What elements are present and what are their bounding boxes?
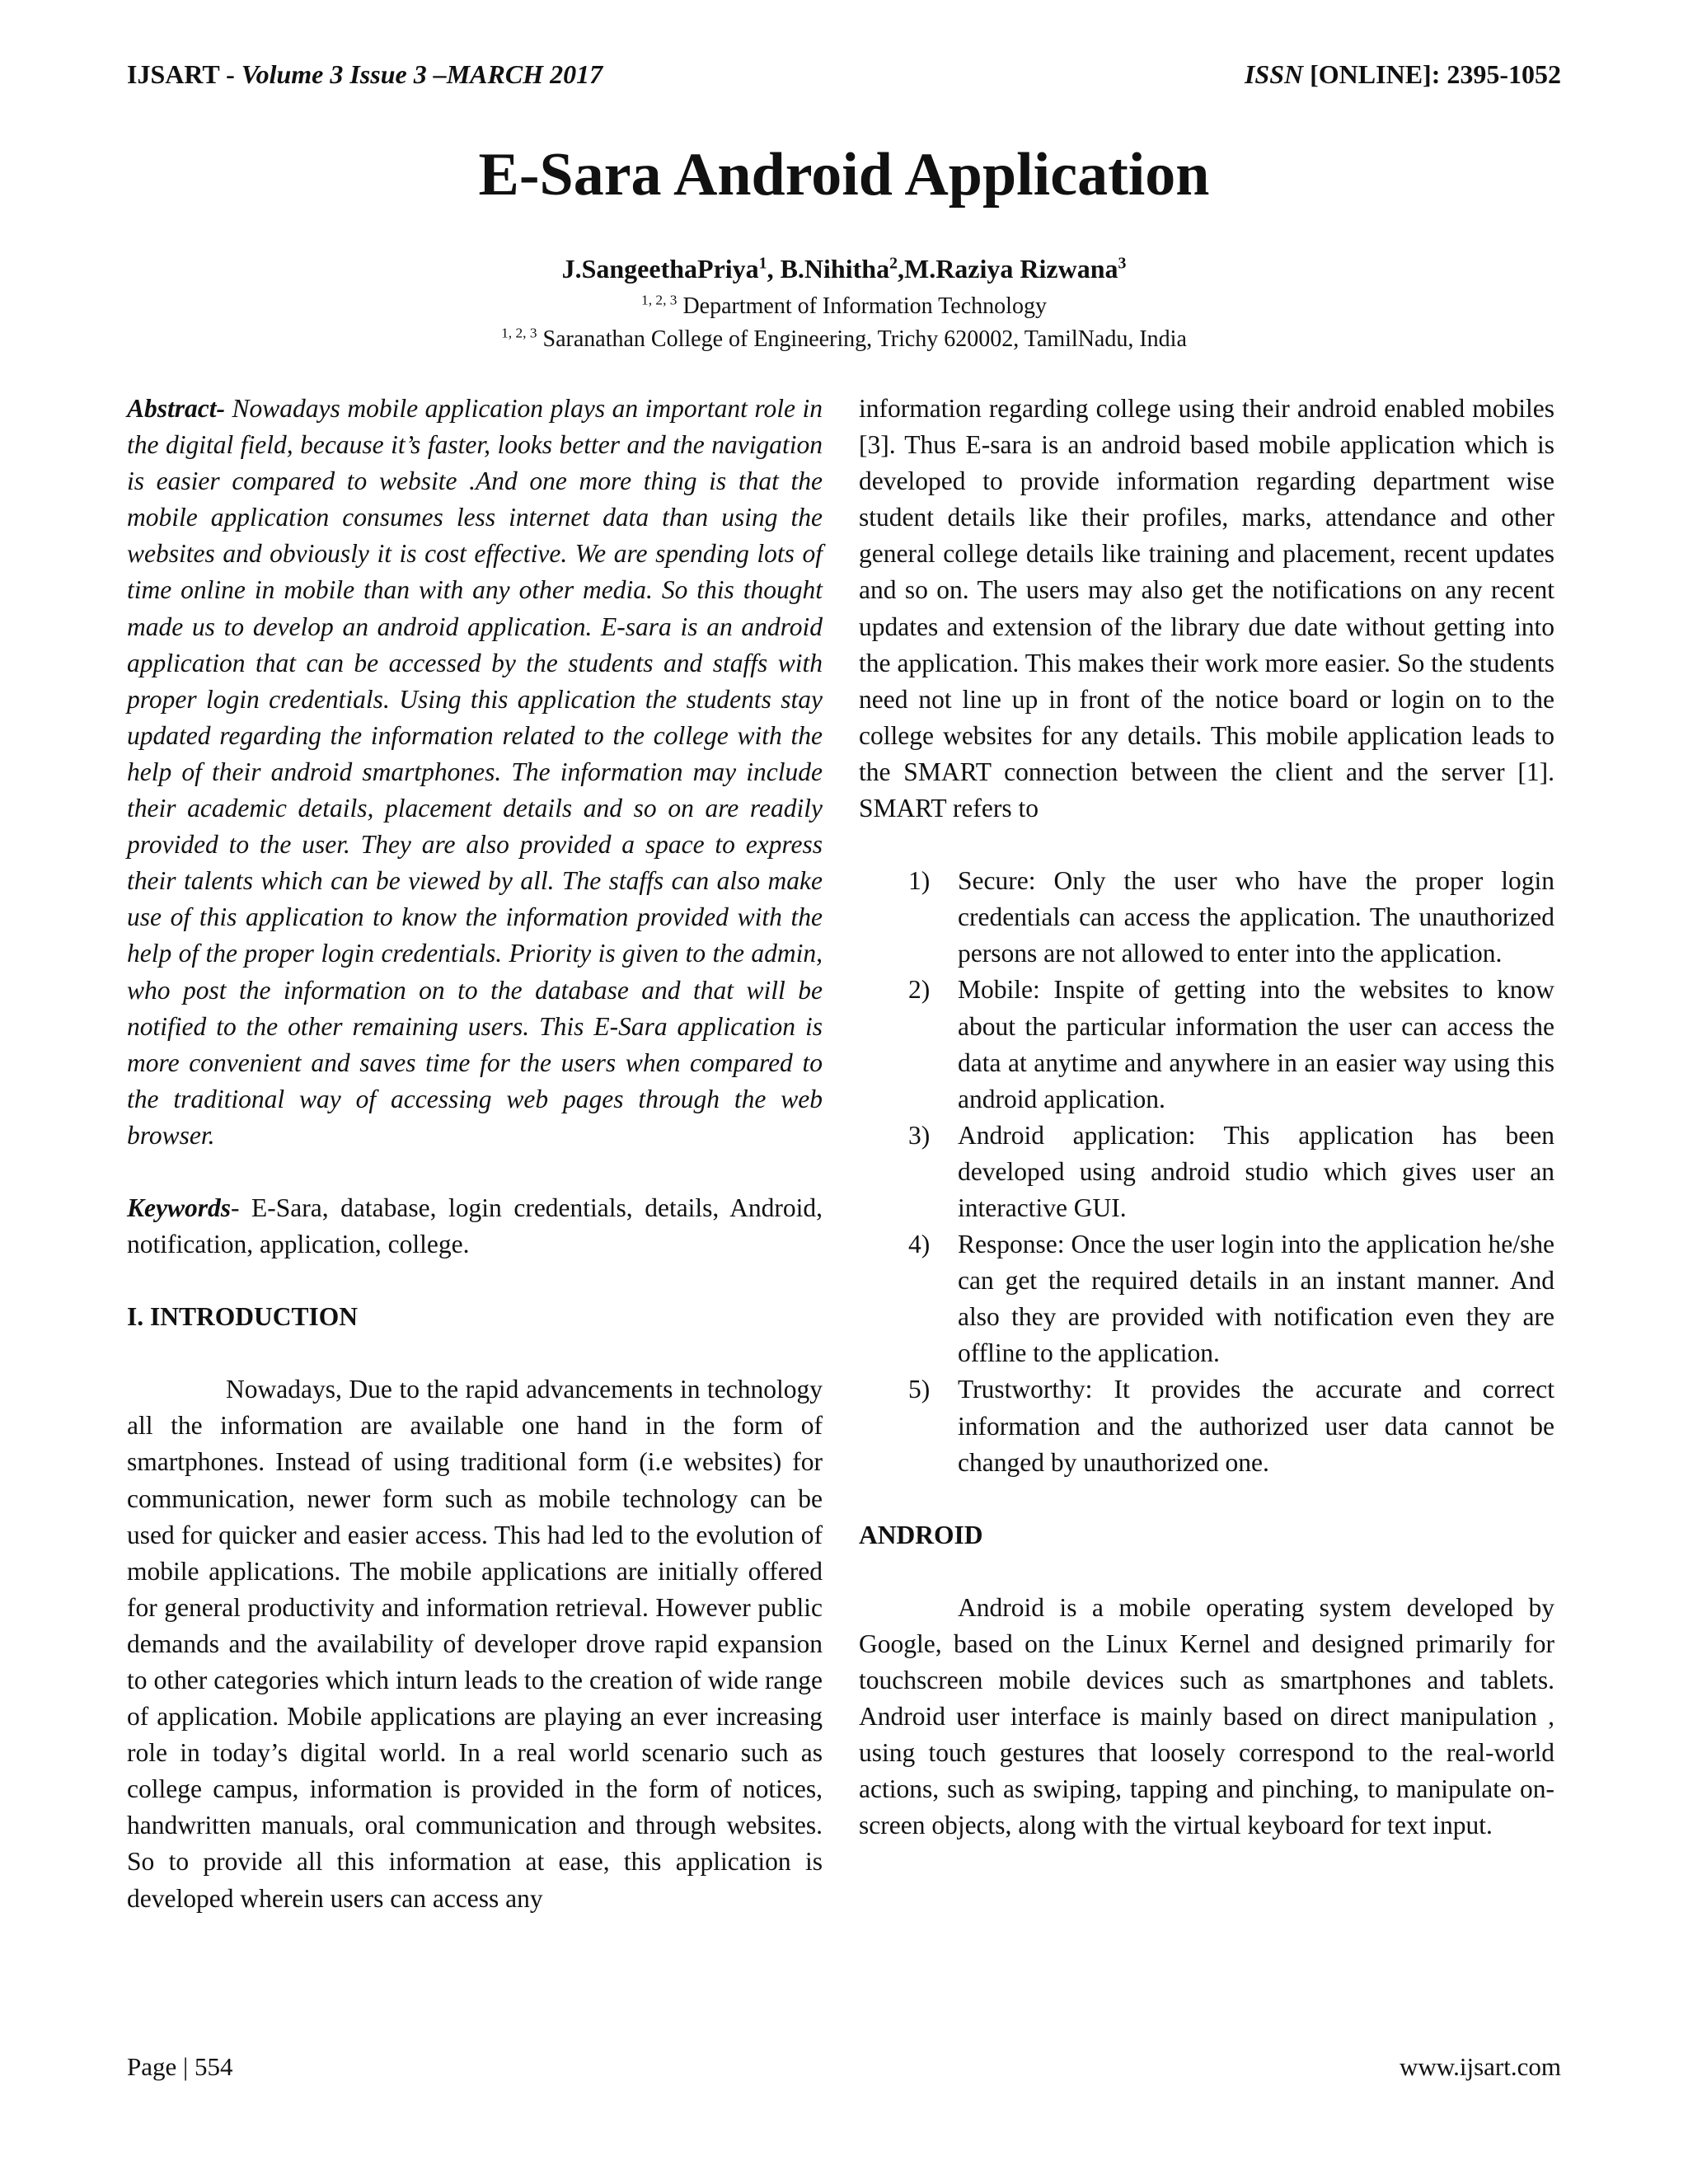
author-3: ,M.Raziya Rizwana <box>897 254 1118 284</box>
list-text: Mobile: Inspite of getting into the websites to know about the particular information the user can access the data at anytime and anywhere in an easier way using this android application. <box>958 975 1554 1113</box>
list-item <box>859 1118 1554 1226</box>
journal-header <box>127 59 603 90</box>
introduction-heading: I. INTRODUCTION <box>127 1302 359 1332</box>
keywords-label: Keywords <box>127 1193 231 1222</box>
abstract-label: Abstract- <box>127 394 226 423</box>
list-item <box>859 863 1554 972</box>
journal-name: IJSART - <box>127 59 241 89</box>
author-3-sup: 3 <box>1118 254 1127 273</box>
android-paragraph: Android is a mobile operating system developed by Google, based on the Linux Kernel and designed primarily for touchscreen mobile devices such as smartphones and tablets. Android user interface is mainly based on direct manipulation , using touch gestures that loosely correspond to the real-world actions, such as swiping, tapping and pinching, to manipulate on-screen objects, along with the virtual keyboard for text input. <box>859 1592 1554 1840</box>
introduction-paragraph: Nowadays, Due to the rapid advancements in technology all the information are available one hand in the form of smartphones. Instead of using traditional form (i.e websites) for communication, newer form such as mobile technology can be used for quicker and easier access. This had led to the evolution of mobile applications. The mobile applications are initially offered for general productivity and information retrieval. However public demands and the availability of developer drove rapid expansion to other categories which inturn leads to the creation of wide range of application. Mobile applications are playing an ever increasing role in today’s digital world. In a real world scenario such as college campus, information is provided in the form of notices, handwritten manuals, oral communication and through websites. So to provide all this information at ease, this application is developed wherein users can access any <box>127 1375 823 1913</box>
android-heading: ANDROID <box>859 1520 983 1549</box>
author-2-sup: 2 <box>889 254 898 273</box>
list-item <box>859 1226 1554 1371</box>
list-number: 5) <box>908 1375 931 1404</box>
right-column <box>859 391 1554 1844</box>
department-text: Department of Information Technology <box>677 293 1047 319</box>
author-2: , B.Nihitha <box>767 254 890 284</box>
list-number: 2) <box>908 975 931 1005</box>
website-link[interactable]: www.ijsart.com <box>1399 2052 1561 2081</box>
affiliation-college <box>0 326 1688 353</box>
paper-title: E-Sara Android Application <box>478 141 1210 209</box>
affiliation-sup-1: 1, 2, 3 <box>641 292 678 308</box>
introduction-continuation: information regarding college using their android enabled mobiles [3]. Thus E-sara is an android based mobile application which is developed to provide information regarding department wise student details like their profiles, marks, attendance and other general college details like training and placement, recent updates and so on. The users may also get the notifications on any recent updates and extension of the library due date without getting into the application. This makes their work more easier. So the students need not line up in front of the notice board or login on to the college websites for any details. This mobile application leads to the SMART connection between the client and the server [1]. SMART refers to <box>859 394 1554 823</box>
smart-list <box>859 863 1554 1481</box>
list-item <box>859 972 1554 1117</box>
college-text: Saranathan College of Engineering, Trichy 620002, TamilNadu, India <box>537 326 1187 352</box>
list-text: Trustworthy: It provides the accurate and correct information and the authorized user data cannot be changed by unauthorized one. <box>958 1375 1554 1477</box>
issn-header <box>1245 59 1561 90</box>
list-text: Secure: Only the user who have the proper login credentials can access the application. The unauthorized persons are not allowed to enter into the application. <box>958 866 1554 968</box>
author-1: J.SangeethaPriya <box>561 254 759 284</box>
left-column <box>127 391 823 1917</box>
abstract-text: Nowadays mobile application plays an important role in the digital field, because it’s faster, looks better and the navigation is easier compared to website .And one more thing is that the mobile application consumes less internet data than using the websites and obviously it is cost effective. We are spending lots of time online in mobile than with any other media. So this thought made us to develop an android application. E-sara is an android application that can be accessed by the students and staffs with proper login credentials. Using this application the students stay updated regarding the information related to the college with the help of their android smartphones. The information may include their academic details, placement details and so on are readily provided to the user. They are also provided a space to express their talents which can be viewed by all. The staffs can also make use of this application to know the information provided with the help of the proper login credentials. Priority is given to the admin, who post the information on to the database and that will be notified to the other remaining users. This E-Sara application is more convenient and saves time for the users when compared to the traditional way of accessing web pages through the web browser. <box>127 394 823 1150</box>
list-number: 4) <box>908 1230 931 1259</box>
list-text: Response: Once the user login into the application he/she can get the required details in an instant manner. And also they are provided with notification even they are offline to the application. <box>958 1230 1554 1368</box>
affiliation-department <box>0 293 1688 320</box>
list-text: Android application: This application has been developed using android studio which gives user an interactive GUI. <box>958 1120 1554 1222</box>
list-number: 1) <box>908 866 931 896</box>
affiliation-sup-2: 1, 2, 3 <box>501 325 537 341</box>
author-1-sup: 1 <box>758 254 767 273</box>
journal-volume: Volume 3 Issue 3 –MARCH 2017 <box>241 59 603 89</box>
list-item <box>859 1371 1554 1480</box>
abstract-paragraph <box>127 391 823 1154</box>
issn-value: [ONLINE]: 2395-1052 <box>1303 59 1561 89</box>
keywords-paragraph <box>127 1190 823 1263</box>
keywords-text: - E-Sara, database, login credentials, details, Android, notification, application, college. <box>127 1193 823 1259</box>
page-number: Page | 554 <box>127 2052 233 2081</box>
author-list <box>0 254 1688 284</box>
list-number: 3) <box>908 1120 931 1150</box>
issn-label: ISSN <box>1244 59 1304 89</box>
